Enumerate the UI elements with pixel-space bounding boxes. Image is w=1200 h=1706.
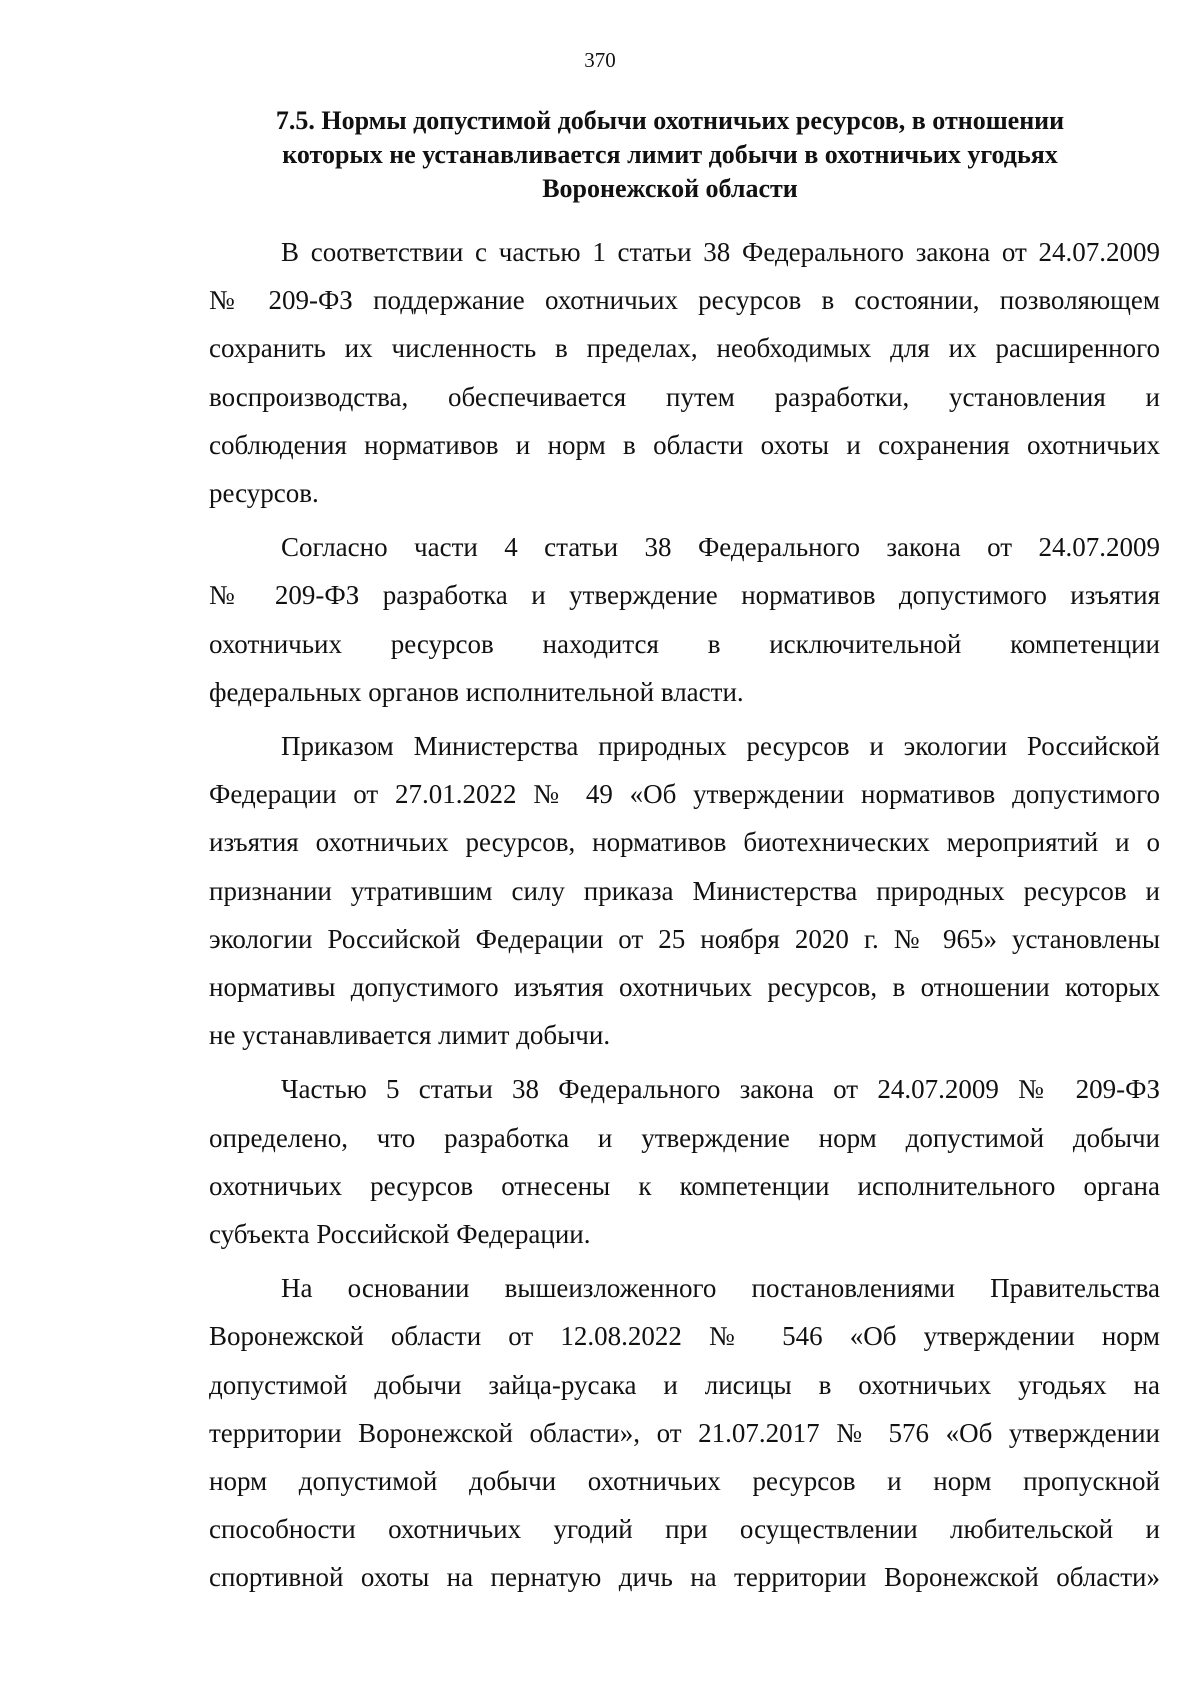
text-line: Частью 5 статьи 38 Федерального закона от 24.07.2009 № 209-ФЗ [281, 1074, 1160, 1105]
text-line: На основании вышеизложенного постановлениями Правительства [281, 1273, 1160, 1304]
text-line: Согласно части 4 статьи 38 Федерального закона от 24.07.2009 [281, 532, 1160, 563]
text-line: охотничьих ресурсов находится в исключительной компетенции [209, 628, 1160, 659]
paragraph [209, 722, 1160, 1059]
paragraph [209, 523, 1160, 716]
text-line: ресурсов. [209, 478, 319, 509]
text-line: № 209-ФЗ поддержание охотничьих ресурсов в состоянии, позволяющем [209, 285, 1160, 316]
section-heading-line: 7.5. Нормы допустимой добычи охотничьих ресурсов, в отношении [275, 106, 1065, 135]
text-line: спортивной охоты на пернатую дичь на территории Воронежской области» [209, 1562, 1160, 1593]
page-number: 370 [584, 48, 616, 72]
text-line: субъекта Российской Федерации. [209, 1219, 591, 1250]
text-line: федеральных органов исполнительной власти. [209, 676, 744, 707]
text-line: изъятия охотничьих ресурсов, нормативов биотехнических мероприятий и о [209, 827, 1160, 858]
text-line: допустимой добычи зайца-русака и лисицы в охотничьих угодьях на [209, 1369, 1160, 1400]
text-line: экологии Российской Федерации от 25 ноября 2020 г. № 965» установлены [209, 923, 1160, 954]
text-line: нормативы допустимого изъятия охотничьих ресурсов, в отношении которых [209, 972, 1160, 1003]
text-line: соблюдения нормативов и норм в области охоты и сохранения охотничьих [209, 429, 1160, 460]
text-line: В соответствии с частью 1 статьи 38 Федерального закона от 24.07.2009 [281, 237, 1160, 267]
text-line: способности охотничьих угодий при осуществлении любительской и [209, 1514, 1160, 1545]
text-line: Приказом Министерства природных ресурсов и экологии Российской [281, 731, 1160, 762]
text-line: определено, что разработка и утверждение норм допустимой добычи [209, 1122, 1160, 1153]
section-heading-line: Воронежской области [542, 174, 798, 203]
section-heading [200, 104, 1140, 206]
text-line: № 209-ФЗ разработка и утверждение нормативов допустимого изъятия [209, 580, 1160, 611]
text-line: территории Воронежской области», от 21.07.2017 № 576 «Об утверждении [209, 1417, 1160, 1448]
text-line: воспроизводства, обеспечивается путем разработки, установления и [209, 381, 1160, 412]
text-line: не устанавливается лимит добычи. [209, 1020, 611, 1051]
section-heading-line: которых не устанавливается лимит добычи в охотничьих угодьях [282, 140, 1058, 169]
paragraph [209, 228, 1160, 517]
paragraph [209, 1065, 1160, 1258]
text-line: признании утратившим силу приказа Министерства природных ресурсов и [209, 875, 1160, 906]
paragraph [209, 1264, 1160, 1601]
text-line: норм допустимой добычи охотничьих ресурсов и норм пропускной [209, 1466, 1160, 1497]
body-text [209, 228, 1160, 1608]
text-line: Воронежской области от 12.08.2022 № 546 «Об утверждении норм [209, 1321, 1160, 1352]
text-line: охотничьих ресурсов отнесены к компетенции исполнительного органа [209, 1170, 1160, 1201]
text-line: сохранить их численность в пределах, необходимых для их расширенного [209, 333, 1160, 364]
text-line: Федерации от 27.01.2022 № 49 «Об утверждении нормативов допустимого [209, 779, 1160, 810]
